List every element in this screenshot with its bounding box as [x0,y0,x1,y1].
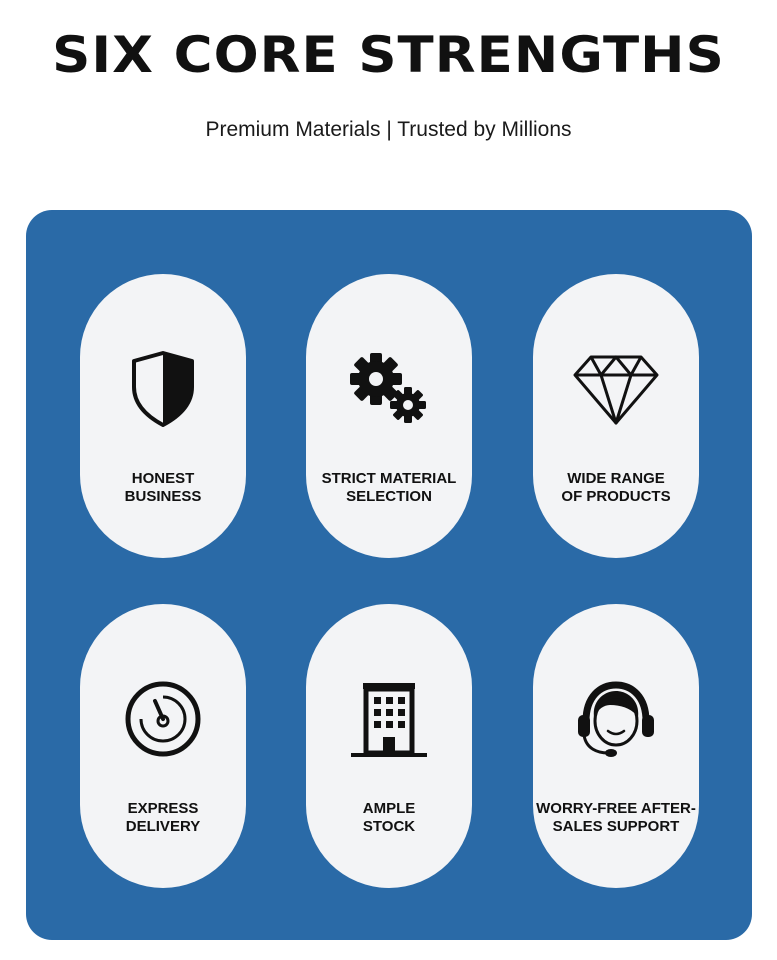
page-subtitle: Premium Materials | Trusted by Millions [205,118,572,141]
strength-card-express-delivery [80,604,246,888]
headset-support-icon [566,674,666,764]
speedometer-icon [113,674,213,764]
strength-label: WIDE RANGE OF PRODUCTS [561,470,671,505]
strength-label: STRICT MATERIAL SELECTION [321,470,457,505]
page-title: SIX CORE STRENGTHS [52,26,725,84]
gears-icon [339,344,439,434]
strengths-panel [26,210,752,940]
strength-card-material-selection [306,274,472,558]
strength-card-ample-stock [306,604,472,888]
strength-label: WORRY-FREE AFTER- SALES SUPPORT [536,800,696,835]
strength-label: AMPLE STOCK [362,800,416,835]
strength-card-honest-business [80,274,246,558]
strength-card-after-sales [533,604,699,888]
strength-label: HONEST BUSINESS [124,470,202,505]
shield-icon [113,344,213,434]
strength-label: EXPRESS DELIVERY [125,800,201,835]
building-icon [339,674,439,764]
strength-card-wide-range [533,274,699,558]
diamond-icon [566,344,666,434]
